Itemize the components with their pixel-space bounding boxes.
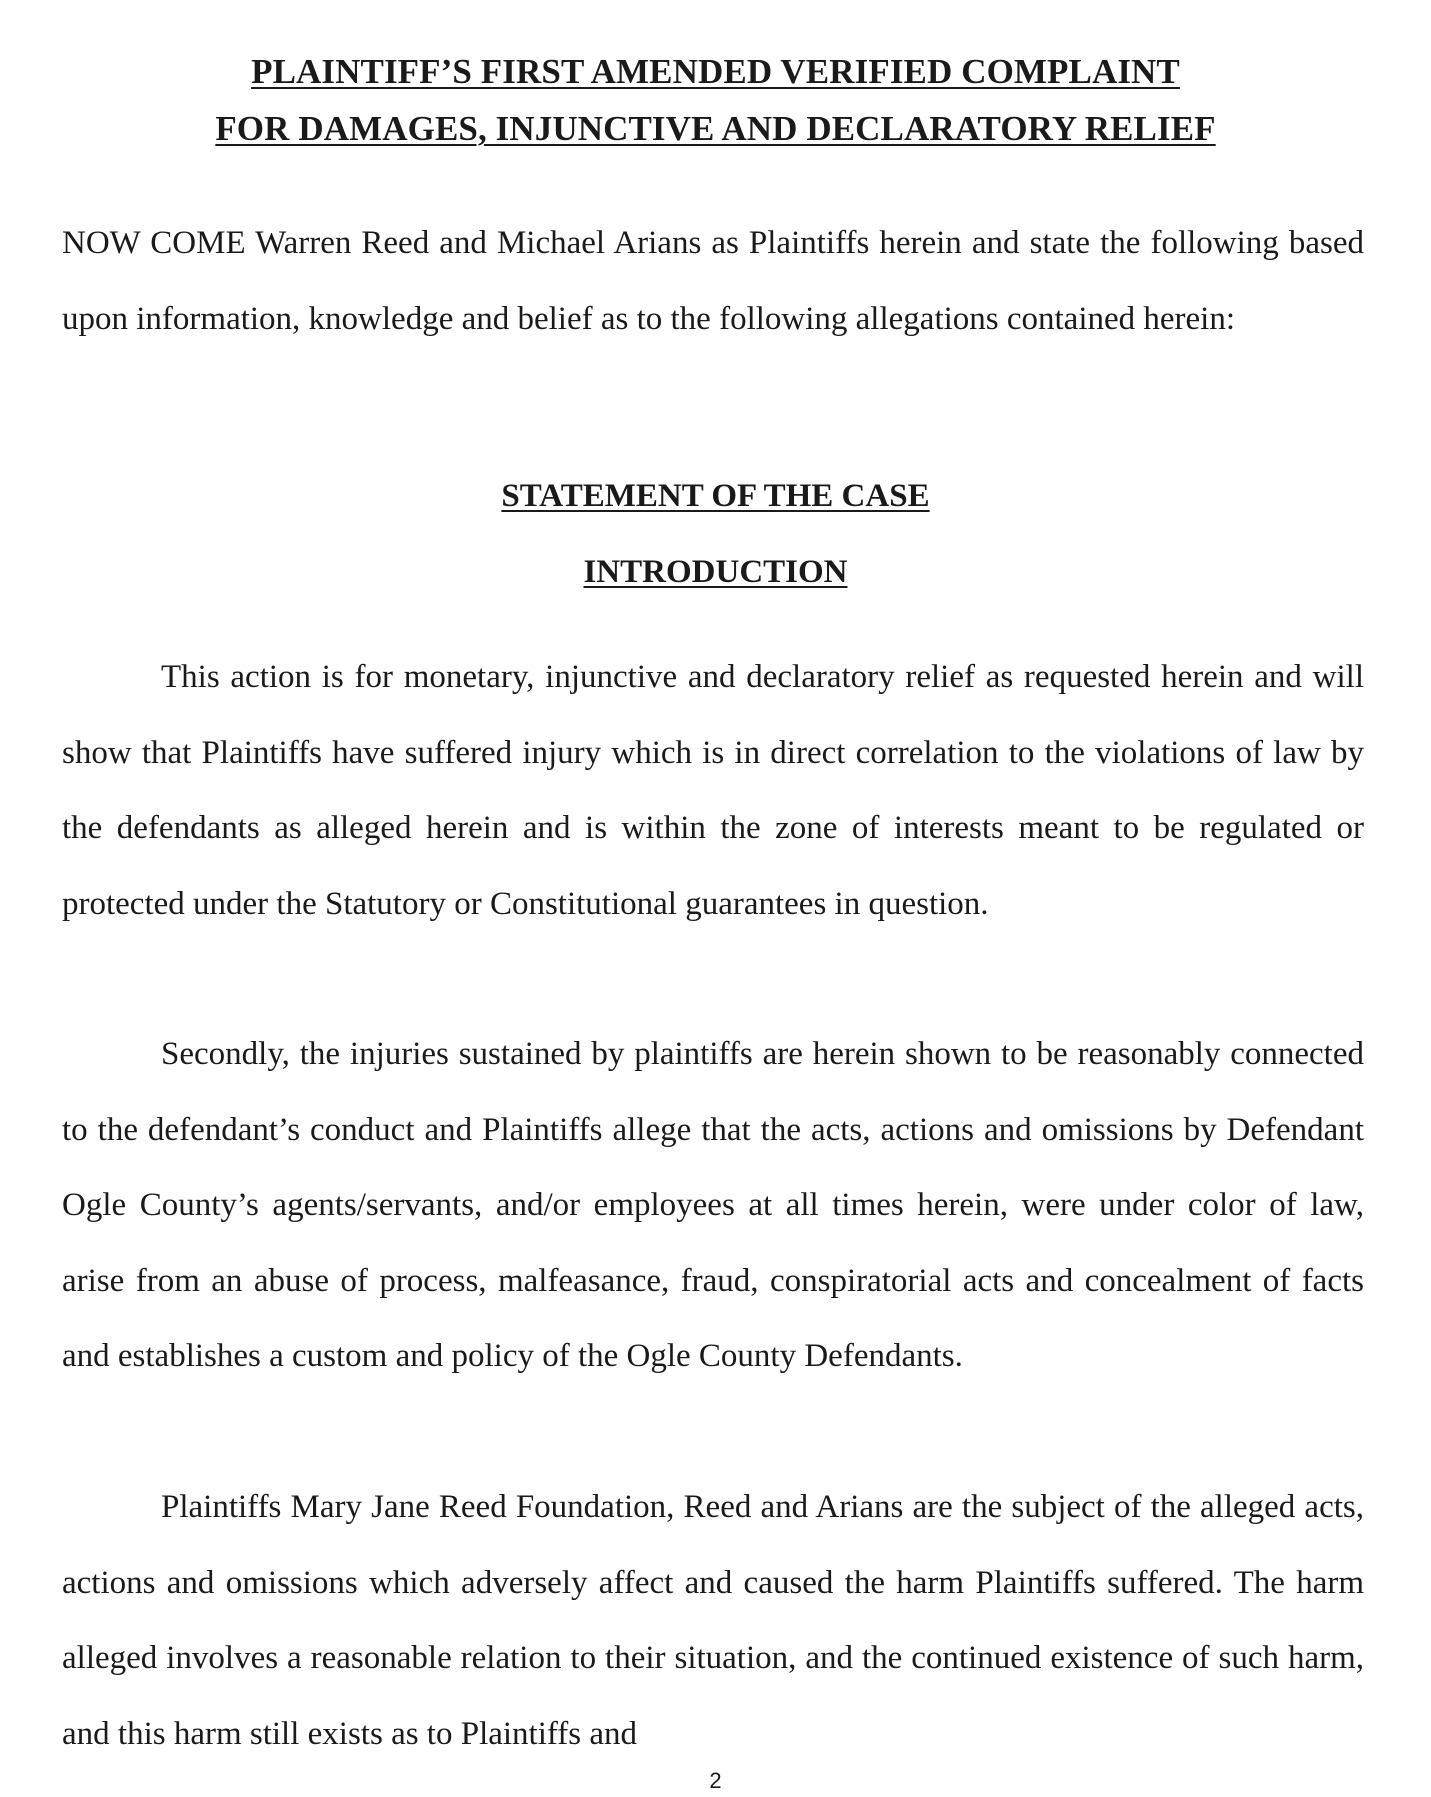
intro-paragraph: NOW COME Warren Reed and Michael Arians as Plaintiffs herein and state the following based upon information, knowledge and belief as to the following allegations contained herein: xyxy=(62,225,1364,337)
body-paragraph: Plaintiffs Mary Jane Reed Foundation, Reed and Arians are the subject of the alleged acts, actions and omissions which adversely affect and caused the harm Plaintiffs suffered. The harm alleged involves a reasonable relation to their situation, and the continued existence of such harm, and this harm still exists as to Plaintiffs and xyxy=(62,1489,1364,1752)
body-paragraph: Secondly, the injuries sustained by plaintiffs are herein shown to be reasonably connected to the defendant’s conduct and Plaintiffs allege that the acts, actions and omissions by Defendant Ogle County’s agents/servants, and/or employees at all times herein, were under color of law, arise from an abuse of process, malfeasance, fraud, conspiratorial acts and concealment of facts and establishes a custom and policy of the Ogle County Defendants. xyxy=(62,1036,1364,1374)
statement-heading-text: STATEMENT OF THE CASE xyxy=(501,478,930,514)
document-title-line-1 xyxy=(0,52,1431,92)
body-paragraph: This action is for monetary, injunctive and declaratory relief as requested herein and will show that Plaintiffs have suffered injury which is in direct correlation to the violations of law by the defendants as alleged herein and is within the zone of interests meant to be regulated or protected under the Statutory or Constitutional guarantees in question. xyxy=(62,659,1364,922)
title-line-2-text: FOR DAMAGES, INJUNCTIVE AND DECLARATORY RELIEF xyxy=(215,109,1216,148)
page-number: 2 xyxy=(709,1768,722,1793)
statement-of-the-case-heading xyxy=(0,476,1431,516)
title-line-1-text: PLAINTIFF’S FIRST AMENDED VERIFIED COMPLAINT xyxy=(251,52,1180,91)
introduction-heading-text: INTRODUCTION xyxy=(583,554,848,590)
document-title-line-2 xyxy=(0,109,1431,149)
introduction-heading xyxy=(0,552,1431,592)
